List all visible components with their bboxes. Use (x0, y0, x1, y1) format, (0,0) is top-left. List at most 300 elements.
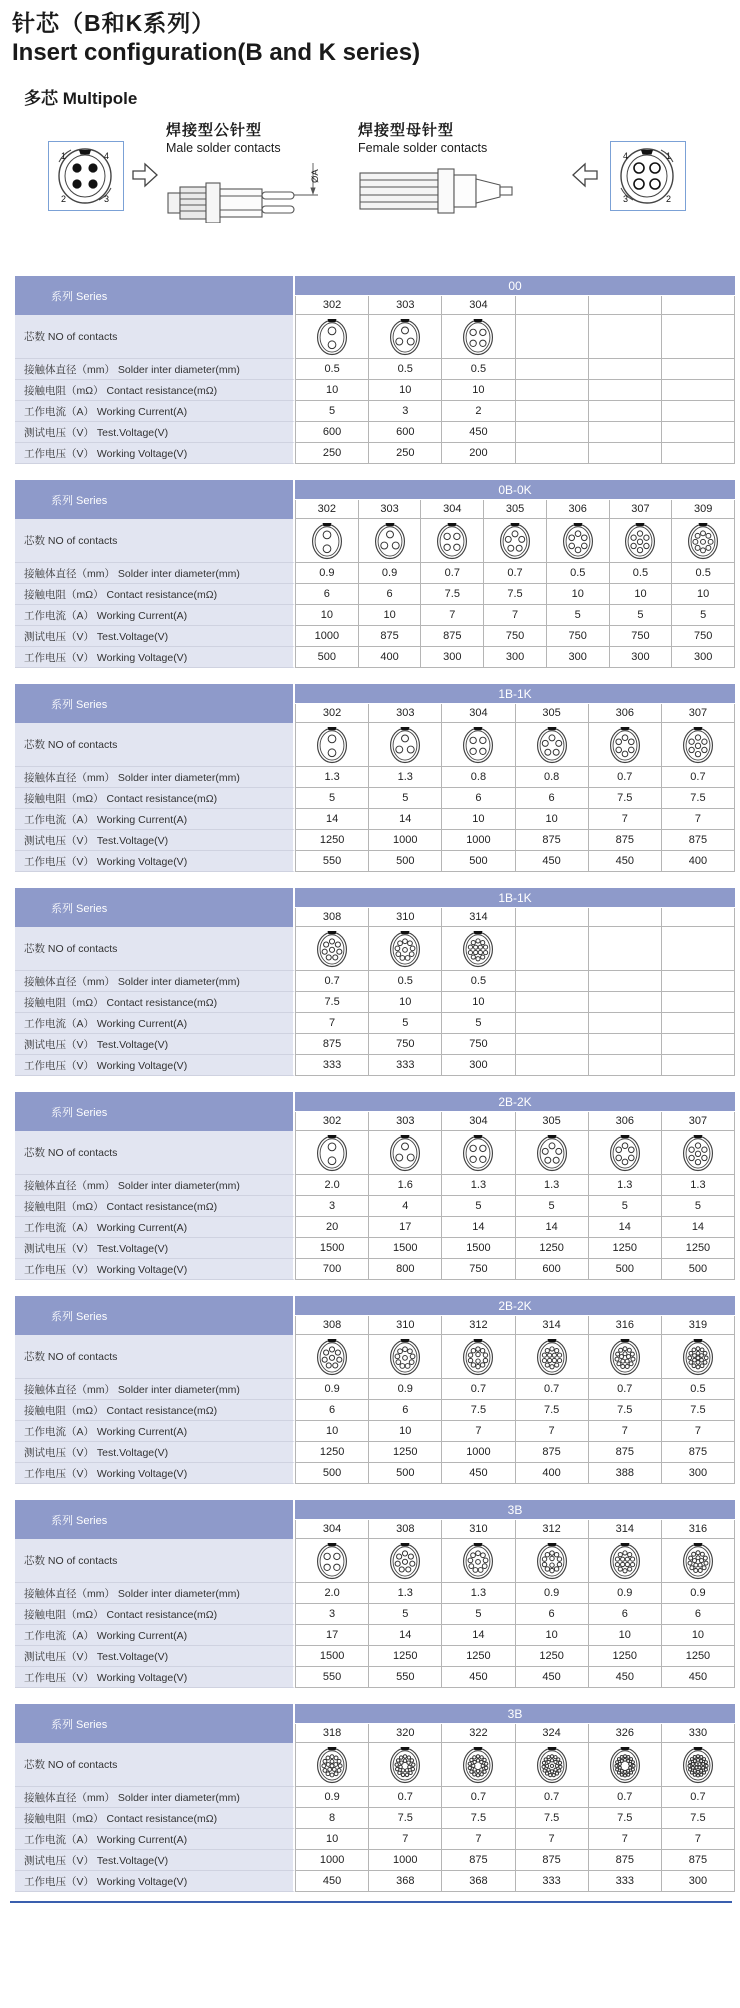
value-cell: 6 (442, 788, 515, 809)
test-voltage-row (15, 1238, 735, 1259)
diameter-row-cells (295, 1379, 735, 1400)
value-cell: 1500 (369, 1238, 442, 1259)
contact-face-icon (388, 1744, 422, 1785)
value-cell (589, 1055, 662, 1076)
value-cell: 0.9 (359, 563, 422, 584)
page-title-zh: 针芯（B和K系列） (12, 10, 216, 36)
row-label: 工作电流（A） Working Current(A) (15, 809, 295, 830)
model-number-cell: 314 (589, 1520, 662, 1538)
model-number-cell: 308 (296, 1316, 369, 1334)
value-cell: 7 (589, 1829, 662, 1850)
value-cell: 17 (369, 1217, 442, 1238)
table-header (15, 684, 735, 723)
value-cell: 0.5 (296, 359, 369, 380)
working-voltage-row (15, 1259, 735, 1280)
value-cell: 1250 (296, 830, 369, 851)
diameter-row (15, 563, 735, 584)
diameter-row-cells (295, 359, 735, 380)
contact-face-icon (388, 316, 422, 357)
model-number-cell: 310 (369, 908, 442, 926)
diameter-row-cells (295, 1175, 735, 1196)
value-cell: 17 (296, 1625, 369, 1646)
value-cell: 1000 (442, 830, 515, 851)
row-label: 接触电阻（mΩ） Contact resistance(mΩ) (15, 584, 295, 605)
model-number-cell: 330 (662, 1724, 735, 1742)
contact-cell (589, 723, 662, 767)
table-header (15, 276, 735, 315)
value-cell: 450 (296, 1871, 369, 1892)
contact-cell (296, 1131, 369, 1175)
contact-cell (589, 1743, 662, 1787)
row-label: 芯数 NO of contacts (15, 519, 295, 563)
value-cell: 7 (662, 1829, 735, 1850)
female-face-icon (611, 142, 683, 208)
value-cell: 1250 (516, 1238, 589, 1259)
contact-face-icon (388, 724, 422, 765)
model-number-cell: 304 (296, 1520, 369, 1538)
svg-text:1: 1 (666, 151, 672, 161)
contact-face-icon (461, 1132, 495, 1173)
series-band: 3B (295, 1500, 735, 1520)
value-cell: 5 (369, 1013, 442, 1034)
contact-cell (610, 519, 673, 563)
value-cell (662, 380, 735, 401)
working-voltage-row (15, 1055, 735, 1076)
row-label: 接触体直径（mm） Solder inter diameter(mm) (15, 1175, 295, 1196)
value-cell: 1250 (442, 1646, 515, 1667)
test-voltage-row (15, 1646, 735, 1667)
working-voltage-row-cells (295, 1055, 735, 1076)
diameter-row (15, 1175, 735, 1196)
value-cell: 3 (369, 401, 442, 422)
contact-cell (369, 927, 442, 971)
test-voltage-row-cells (295, 1442, 735, 1463)
value-cell: 7.5 (442, 1808, 515, 1829)
contact-cell (516, 927, 589, 971)
series-label-cell: 系列 Series (15, 1500, 295, 1539)
value-cell: 0.9 (296, 1787, 369, 1808)
value-cell: 7 (369, 1829, 442, 1850)
value-cell: 0.7 (662, 1787, 735, 1808)
contact-face-icon (461, 928, 495, 969)
working-voltage-row-cells (295, 851, 735, 872)
value-cell: 0.5 (662, 1379, 735, 1400)
value-cell (662, 422, 735, 443)
page-header (12, 8, 740, 109)
value-cell (589, 401, 662, 422)
contact-face-icon (388, 1132, 422, 1173)
value-cell: 1.3 (442, 1583, 515, 1604)
row-label: 工作电流（A） Working Current(A) (15, 1013, 295, 1034)
value-cell: 2 (442, 401, 515, 422)
male-contacts-label-zh: 焊接型公针型 (166, 122, 263, 139)
contacts-cells (295, 723, 735, 767)
current-row-cells (295, 1421, 735, 1442)
value-cell: 0.7 (296, 971, 369, 992)
row-label: 芯数 NO of contacts (15, 1335, 295, 1379)
contact-cell (662, 1335, 735, 1379)
contact-cell (442, 315, 515, 359)
series-band: 0B-0K (295, 480, 735, 500)
row-label: 工作电压（V） Working Voltage(V) (15, 1055, 295, 1076)
value-cell: 1.6 (369, 1175, 442, 1196)
contact-face-icon (608, 724, 642, 765)
contact-face-icon (461, 1744, 495, 1785)
value-cell: 1500 (296, 1646, 369, 1667)
model-number-cell: 303 (369, 296, 442, 314)
value-cell: 0.5 (442, 971, 515, 992)
value-cell: 750 (547, 626, 610, 647)
contact-face-icon (535, 1336, 569, 1377)
resistance-row-cells (295, 1808, 735, 1829)
model-number-cell: 316 (589, 1316, 662, 1334)
value-cell: 500 (589, 1259, 662, 1280)
contact-cell (296, 519, 359, 563)
value-cell: 7 (516, 1829, 589, 1850)
value-cell: 600 (296, 422, 369, 443)
value-cell: 5 (547, 605, 610, 626)
value-cell: 333 (516, 1871, 589, 1892)
test-voltage-row-cells (295, 1646, 735, 1667)
value-cell: 14 (442, 1217, 515, 1238)
contact-face-icon (498, 520, 532, 561)
contact-face-icon (435, 520, 469, 561)
value-cell: 0.7 (516, 1787, 589, 1808)
contact-cell (369, 1539, 442, 1583)
contact-face-icon (310, 520, 344, 561)
value-cell (589, 359, 662, 380)
value-cell: 368 (442, 1871, 515, 1892)
row-label: 工作电压（V） Working Voltage(V) (15, 1259, 295, 1280)
value-cell: 0.5 (369, 359, 442, 380)
row-label: 测试电压（V） Test.Voltage(V) (15, 1442, 295, 1463)
current-row (15, 605, 735, 626)
model-number-cell (662, 908, 735, 926)
contact-cell (547, 519, 610, 563)
value-cell: 4 (369, 1196, 442, 1217)
series-band: 1B-1K (295, 684, 735, 704)
value-cell: 875 (442, 1850, 515, 1871)
model-number-row (295, 500, 735, 519)
contacts-cells (295, 1335, 735, 1379)
contact-cell (296, 315, 369, 359)
contacts-cells (295, 315, 735, 359)
contact-face-icon (315, 1540, 349, 1581)
value-cell: 550 (369, 1667, 442, 1688)
table-header-right (295, 1500, 735, 1539)
value-cell (662, 992, 735, 1013)
working-voltage-row-cells (295, 647, 735, 668)
contacts-cells (295, 1743, 735, 1787)
resistance-row (15, 788, 735, 809)
value-cell: 14 (589, 1217, 662, 1238)
value-cell (589, 1034, 662, 1055)
table-header-right (295, 1296, 735, 1335)
contact-cell (589, 927, 662, 971)
value-cell: 0.9 (369, 1379, 442, 1400)
row-label: 工作电流（A） Working Current(A) (15, 1421, 295, 1442)
contact-face-icon (686, 520, 720, 561)
contact-cell (516, 1743, 589, 1787)
series-label-cell: 系列 Series (15, 276, 295, 315)
contact-face-icon (315, 724, 349, 765)
model-number-row (295, 704, 735, 723)
female-connector-drawing (358, 159, 528, 217)
value-cell: 300 (672, 647, 735, 668)
value-cell: 14 (516, 1217, 589, 1238)
value-cell: 6 (296, 584, 359, 605)
model-number-cell: 303 (369, 1112, 442, 1130)
value-cell: 0.5 (610, 563, 673, 584)
row-label: 芯数 NO of contacts (15, 315, 295, 359)
value-cell: 7 (516, 1421, 589, 1442)
model-number-cell: 312 (516, 1520, 589, 1538)
contact-cell (369, 1743, 442, 1787)
row-label: 测试电压（V） Test.Voltage(V) (15, 626, 295, 647)
value-cell: 875 (359, 626, 422, 647)
value-cell (516, 1013, 589, 1034)
model-number-cell: 314 (442, 908, 515, 926)
value-cell: 1.3 (369, 1583, 442, 1604)
test-voltage-row (15, 1034, 735, 1055)
value-cell: 875 (421, 626, 484, 647)
model-number-cell: 303 (369, 704, 442, 722)
svg-text:4: 4 (623, 151, 629, 161)
row-label: 接触体直径（mm） Solder inter diameter(mm) (15, 359, 295, 380)
value-cell: 1.3 (296, 767, 369, 788)
value-cell: 10 (547, 584, 610, 605)
male-connector-drawing (166, 159, 336, 223)
working-voltage-row-cells (295, 443, 735, 464)
row-label: 接触体直径（mm） Solder inter diameter(mm) (15, 1379, 295, 1400)
model-number-cell: 302 (296, 1112, 369, 1130)
value-cell (516, 401, 589, 422)
value-cell (516, 359, 589, 380)
table-header (15, 1704, 735, 1743)
contact-cell (516, 1539, 589, 1583)
value-cell: 0.5 (369, 971, 442, 992)
current-row (15, 1625, 735, 1646)
row-label: 工作电压（V） Working Voltage(V) (15, 851, 295, 872)
table-header-right (295, 276, 735, 315)
value-cell: 333 (589, 1871, 662, 1892)
contact-cell (296, 927, 369, 971)
value-cell: 7 (442, 1829, 515, 1850)
value-cell: 10 (442, 809, 515, 830)
contact-cell (589, 1131, 662, 1175)
contacts-row (15, 1539, 735, 1583)
value-cell: 0.9 (589, 1583, 662, 1604)
value-cell (662, 1034, 735, 1055)
value-cell: 10 (359, 605, 422, 626)
svg-text:4: 4 (104, 151, 110, 161)
value-cell (589, 971, 662, 992)
model-number-cell: 303 (359, 500, 422, 518)
model-number-cell: 305 (484, 500, 547, 518)
spec-table-2b-2k-4 (15, 1092, 735, 1280)
model-number-cell (516, 296, 589, 314)
value-cell: 10 (369, 1421, 442, 1442)
value-cell: 5 (369, 788, 442, 809)
contacts-row (15, 315, 735, 359)
svg-text:2: 2 (666, 194, 672, 204)
test-voltage-row-cells (295, 830, 735, 851)
value-cell (589, 1013, 662, 1034)
model-number-cell: 304 (442, 704, 515, 722)
model-number-cell: 307 (662, 704, 735, 722)
value-cell (516, 443, 589, 464)
spec-table-1b-1k-2 (15, 684, 735, 872)
model-number-cell: 310 (442, 1520, 515, 1538)
value-cell: 750 (442, 1034, 515, 1055)
value-cell (516, 971, 589, 992)
contacts-row (15, 1131, 735, 1175)
contacts-cells (295, 519, 735, 563)
model-number-cell: 322 (442, 1724, 515, 1742)
contact-face-icon (461, 1336, 495, 1377)
diameter-row (15, 767, 735, 788)
model-number-cell: 304 (442, 1112, 515, 1130)
contacts-row (15, 723, 735, 767)
contact-cell (369, 723, 442, 767)
diameter-row (15, 1379, 735, 1400)
page-title-en: Insert configuration(B and K series) (12, 39, 421, 66)
value-cell: 7 (589, 1421, 662, 1442)
model-number-cell: 307 (662, 1112, 735, 1130)
table-header-right (295, 1092, 735, 1131)
model-number-cell: 302 (296, 500, 359, 518)
model-number-row (295, 908, 735, 927)
contact-face-icon (315, 1132, 349, 1173)
resistance-row-cells (295, 1196, 735, 1217)
value-cell: 300 (484, 647, 547, 668)
test-voltage-row-cells (295, 1238, 735, 1259)
value-cell: 1000 (369, 1850, 442, 1871)
female-solder-block (358, 119, 546, 217)
value-cell: 875 (662, 1850, 735, 1871)
contact-face-icon (535, 1540, 569, 1581)
spec-table-0b-0k-1 (15, 480, 735, 668)
working-voltage-row-cells (295, 1871, 735, 1892)
working-voltage-row (15, 1667, 735, 1688)
value-cell: 10 (296, 1829, 369, 1850)
value-cell: 14 (369, 809, 442, 830)
contact-face-icon (608, 1744, 642, 1785)
value-cell: 750 (484, 626, 547, 647)
contacts-row (15, 1335, 735, 1379)
current-row-cells (295, 809, 735, 830)
resistance-row (15, 1808, 735, 1829)
row-label: 接触电阻（mΩ） Contact resistance(mΩ) (15, 380, 295, 401)
value-cell: 7 (662, 1421, 735, 1442)
value-cell: 0.5 (442, 359, 515, 380)
value-cell (589, 422, 662, 443)
test-voltage-row (15, 626, 735, 647)
row-label: 芯数 NO of contacts (15, 1131, 295, 1175)
model-number-cell: 302 (296, 296, 369, 314)
row-label: 接触电阻（mΩ） Contact resistance(mΩ) (15, 1196, 295, 1217)
value-cell: 5 (516, 1196, 589, 1217)
value-cell: 750 (369, 1034, 442, 1055)
value-cell: 0.5 (547, 563, 610, 584)
value-cell: 875 (662, 830, 735, 851)
value-cell: 5 (442, 1196, 515, 1217)
contacts-cells (295, 927, 735, 971)
contact-face-icon (388, 928, 422, 969)
value-cell: 0.8 (516, 767, 589, 788)
value-cell: 450 (516, 851, 589, 872)
contact-face-icon (623, 520, 657, 561)
value-cell: 6 (516, 1604, 589, 1625)
series-label-cell: 系列 Series (15, 480, 295, 519)
contact-face-icon (535, 1744, 569, 1785)
value-cell: 10 (296, 1421, 369, 1442)
contact-cell (516, 1335, 589, 1379)
value-cell: 5 (442, 1604, 515, 1625)
diameter-row (15, 359, 735, 380)
value-cell: 5 (369, 1604, 442, 1625)
contact-cell (296, 1335, 369, 1379)
contact-cell (516, 723, 589, 767)
row-label: 工作电压（V） Working Voltage(V) (15, 1463, 295, 1484)
value-cell: 0.7 (662, 767, 735, 788)
value-cell: 0.9 (296, 1379, 369, 1400)
model-number-row (295, 1520, 735, 1539)
current-row-cells (295, 1217, 735, 1238)
current-row (15, 1013, 735, 1034)
value-cell: 875 (516, 830, 589, 851)
current-row-cells (295, 1625, 735, 1646)
value-cell: 7.5 (516, 1400, 589, 1421)
value-cell: 550 (296, 1667, 369, 1688)
value-cell: 1000 (369, 830, 442, 851)
current-row (15, 401, 735, 422)
value-cell: 0.7 (484, 563, 547, 584)
svg-text:ØA: ØA (310, 169, 321, 183)
resistance-row-cells (295, 380, 735, 401)
value-cell: 0.7 (589, 1379, 662, 1400)
value-cell: 750 (672, 626, 735, 647)
value-cell: 1500 (296, 1238, 369, 1259)
contact-cell (421, 519, 484, 563)
value-cell: 550 (296, 851, 369, 872)
value-cell: 800 (369, 1259, 442, 1280)
row-label: 接触电阻（mΩ） Contact resistance(mΩ) (15, 992, 295, 1013)
resistance-row (15, 992, 735, 1013)
value-cell: 0.9 (662, 1583, 735, 1604)
value-cell: 10 (296, 605, 359, 626)
value-cell: 7.5 (589, 1400, 662, 1421)
value-cell (516, 992, 589, 1013)
row-label: 测试电压（V） Test.Voltage(V) (15, 1646, 295, 1667)
value-cell: 6 (359, 584, 422, 605)
test-voltage-row (15, 830, 735, 851)
value-cell: 7.5 (589, 1808, 662, 1829)
value-cell: 7 (296, 1013, 369, 1034)
model-number-cell: 318 (296, 1724, 369, 1742)
value-cell: 368 (369, 1871, 442, 1892)
value-cell: 7.5 (296, 992, 369, 1013)
contact-cell (359, 519, 422, 563)
diameter-row-cells (295, 563, 735, 584)
current-row (15, 1829, 735, 1850)
contact-face-icon (373, 520, 407, 561)
contact-cell (442, 1335, 515, 1379)
value-cell: 450 (589, 851, 662, 872)
value-cell: 1.3 (589, 1175, 662, 1196)
contact-cell (516, 1131, 589, 1175)
value-cell: 250 (369, 443, 442, 464)
